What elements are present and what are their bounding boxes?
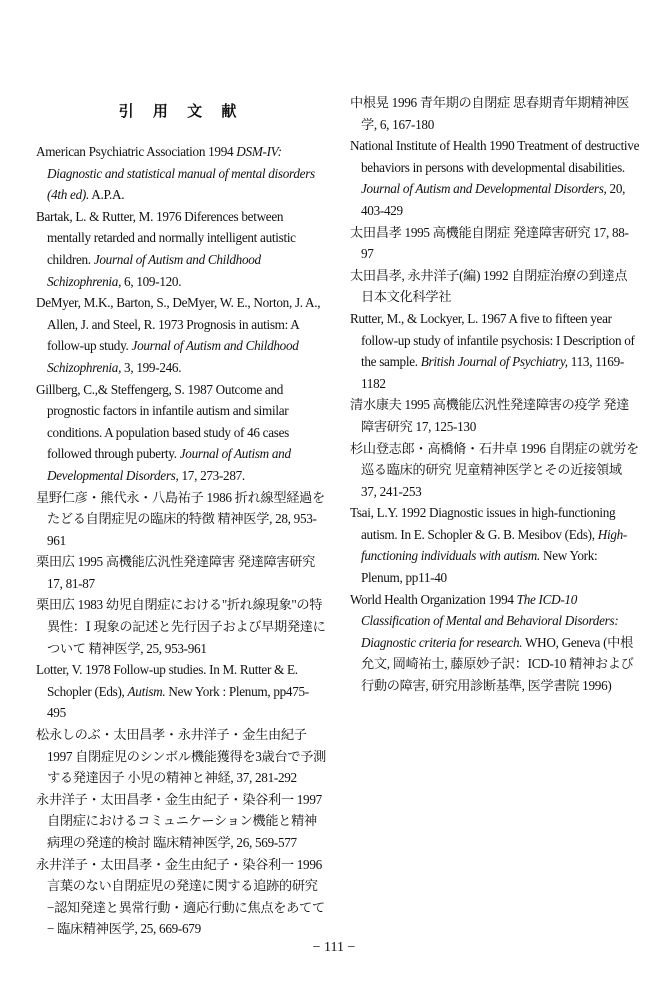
reference-entry — [350, 589, 640, 697]
reference-entry — [36, 724, 326, 789]
reference-list-right — [350, 92, 640, 697]
right-column — [350, 92, 640, 697]
reference-source-title: Journal of Autism and Childhood Schizophrenia, — [47, 251, 261, 289]
reference-text: 清水康夫 1995 高機能広汎性発達障害の疫学 発達障害研究 17, 125-130 — [350, 397, 630, 434]
reference-text: 6, 109-120. — [121, 273, 182, 289]
reference-entry — [36, 551, 326, 594]
reference-entry — [36, 594, 326, 659]
reference-text: 永井洋子・太田昌孝・金生由紀子・染谷利一 1997 自閉症におけるコミュニケーション機能と精神病理の発達的検討 臨床精神医学, 26, 569-577 — [36, 791, 322, 850]
page-number: − 111 − — [312, 940, 356, 955]
reference-source-title: Journal of Autism and Childhood Schizophrenia, — [47, 338, 299, 375]
reference-entry — [350, 265, 640, 308]
reference-text: 栗田広 1983 幼児自閉症における"折れ線現象"の特異性：Ⅰ 現象の記述と先行因子および早期発達について 精神医学, 25, 953-961 — [36, 597, 326, 656]
reference-entry — [350, 502, 640, 588]
reference-source-title: Journal of Autism and Developmental Disorders, — [361, 181, 607, 197]
reference-text: Rutter, M., & Lockyer, L. 1967 A five to fifteen year follow-up study of infantile psychosis: I Description of the sample. — [350, 310, 635, 370]
reference-entry — [36, 379, 326, 487]
reference-text: WHO, Geneva (中根允文, 岡崎祐士, 藤原妙子訳：ICD-10 精神および行動の障害, 研究用診断基準, 医学書院 1996) — [361, 634, 634, 694]
reference-text: Tsai, L.Y. 1992 Diagnostic issues in high-functioning autism. In E. Schopler & G. B. Mesibov (Eds), — [350, 505, 616, 542]
reference-entry — [36, 141, 326, 206]
reference-text: 3, 199-246. — [121, 359, 182, 375]
reference-entry — [36, 206, 326, 292]
reference-text: New York : Plenum, pp475-495 — [47, 683, 309, 721]
reference-entry — [36, 659, 326, 724]
reference-text: 杉山登志郎・高橋脩・石井卓 1996 自閉症の就労を巡る臨床的研究 児童精神医学とその近接領域 37, 241-253 — [350, 440, 639, 499]
reference-entry — [350, 308, 640, 394]
reference-text: National Institute of Health 1990 Treatment of destructive behaviors in persons with developmental disabilities. — [350, 138, 640, 175]
reference-text: World Health Organization 1994 — [350, 591, 517, 607]
reference-entry — [350, 135, 640, 221]
reference-text: DeMyer, M.K., Barton, S., DeMyer, W. E., Norton, J. A., Allen, J. and Steel, R. 1973 Prognosis in autism: A follow-up study. — [36, 295, 321, 354]
reference-source-title: The ICD-10 Classification of Mental and Behavioral Disorders: Diagnostic criteria for research. — [361, 591, 619, 650]
reference-entry — [350, 92, 640, 135]
reference-text: 星野仁彦・熊代永・八島祐子 1986 折れ線型経過をたどる自閉症児の臨床的特徴 精神医学, 28, 953-961 — [36, 489, 325, 548]
reference-source-title: High-functioning individuals with autism. — [361, 526, 628, 564]
reference-text: 永井洋子・太田昌孝・金生由紀子・染谷利一 1996 言葉のない自閉症児の発達に関する追跡的研究 −認知発達と異常行動・適応行動に焦点をあてて− 臨床精神医学, 25, 669-679 — [36, 856, 325, 937]
reference-entry — [350, 438, 640, 503]
reference-entry — [350, 222, 640, 265]
reference-text: 17, 273-287. — [178, 467, 245, 483]
reference-text: 栗田広 1995 高機能広汎性発達障害 発達障害研究 17, 81-87 — [36, 554, 316, 591]
reference-source-title: DSM-IV: Diagnostic and statistical manual of mental disorders (4th ed). — [47, 144, 315, 203]
reference-text: American Psychiatric Association 1994 — [36, 144, 237, 159]
reference-text: 太田昌孝 1995 高機能自閉症 発達障害研究 17, 88-97 — [350, 224, 629, 262]
reference-entry — [36, 854, 326, 940]
reference-source-title: Journal of Autism and Developmental Disorders, — [47, 446, 291, 483]
reference-text: 113, 1169-1182 — [361, 354, 624, 391]
references-heading: 引 用 文 献 — [118, 102, 244, 120]
reference-entry — [36, 789, 326, 854]
reference-text: Lotter, V. 1978 Follow-up studies. In M. Rutter & E. Schopler (Eds), — [36, 662, 298, 699]
left-column — [36, 96, 326, 940]
reference-list-left — [36, 141, 326, 940]
reference-text: New York: Plenum, pp11-40 — [361, 548, 598, 586]
reference-entry — [36, 292, 326, 378]
reference-source-title: British Journal of Psychiatry, — [420, 354, 568, 370]
reference-text: Gillberg, C.,& Steffengerg, S. 1987 Outcome and prognostic factors in infantile autism and similar conditions. A population based study of 46 cases followed through puberty. — [36, 381, 289, 462]
reference-source-title: Autism. — [127, 683, 166, 699]
reference-entry — [36, 487, 326, 552]
reference-text: 松永しのぶ・太田昌孝・永井洋子・金生由紀子 1997 自閉症児のシンボル機能獲得を3歳台で予測する発達因子 小児の精神と神経, 37, 281-292 — [36, 727, 326, 786]
reference-text: A.P.A. — [88, 187, 125, 203]
reference-text: 20, 403-429 — [361, 181, 626, 218]
reference-text: 中根晃 1996 青年期の自閉症 思春期青年期精神医学, 6, 167-180 — [350, 95, 630, 132]
reference-text: 太田昌孝, 永井洋子(編) 1992 自閉症治療の到達点 日本文化科学社 — [350, 267, 628, 305]
reference-entry — [350, 394, 640, 437]
reference-text: Bartak, L. & Rutter, M. 1976 Diferences between mentally retarded and normally intelligent autistic children. — [36, 208, 296, 267]
